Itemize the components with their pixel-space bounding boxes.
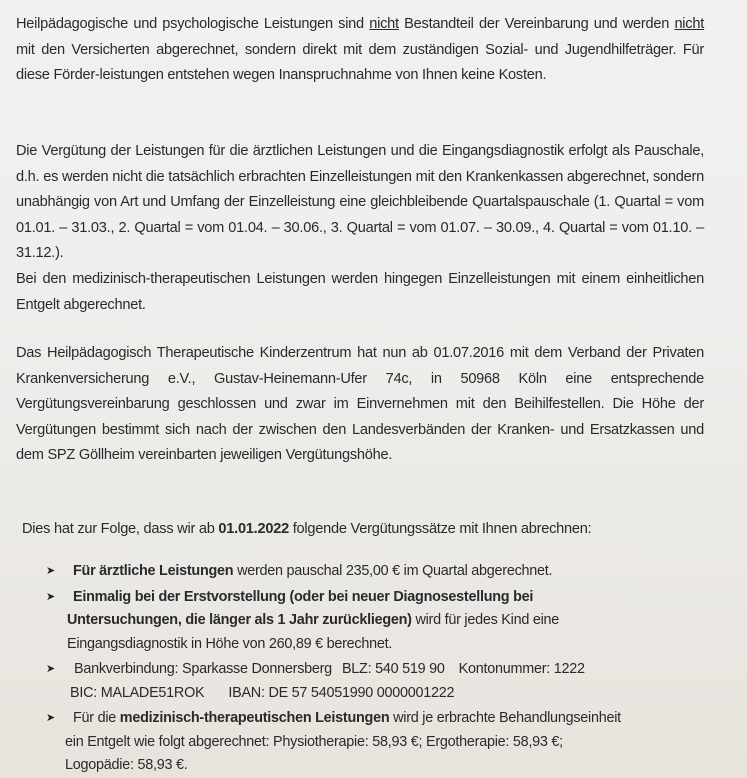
text: Dies hat zur Folge, dass wir ab xyxy=(22,521,219,537)
text: wird für jedes Kind eine xyxy=(411,612,560,628)
paragraph-intro xyxy=(16,12,704,89)
paragraph-verguetung: Die Vergütung der Leistungen für die ärztlichen Leistungen und die Eingangsdiagnostik erfolgt als Pauschale, d.h. es werden nicht die tatsächlich erbrachten Einzelleistungen mit den Krankenkassen abgerechnet, sondern unabhängig von Art und Umfang der Einzelleistung eine gleichbleibende Quartalspauschale (1. Quartal = vom 01.01. – 31.03., 2. Quartal = vom 01.04. – 30.06., 3. Quartal = vom 01.07. – 30.09., 4. Quartal = vom 01.10. – 31.12.). xyxy=(16,143,704,261)
text: Heilpädagogische und psychologische Leistungen sind xyxy=(16,16,370,32)
effective-date: 01.01.2022 xyxy=(218,521,289,537)
bold-text: Untersuchungen, die länger als 1 Jahr zurückliegen) xyxy=(67,612,412,628)
iban: IBAN: DE 57 54051990 0000001222 xyxy=(228,684,455,701)
underlined-nicht: nicht xyxy=(369,16,399,32)
text: werden pauschal 235,00 € im Quartal abgerechnet. xyxy=(233,563,553,579)
bic: BIC: MALADE51ROK xyxy=(70,684,205,701)
bold-text: medizinisch-therapeutischen Leistungen xyxy=(119,710,390,726)
text: Für die xyxy=(73,710,120,726)
list-item-eingangsdiagnostik xyxy=(0,586,747,657)
paragraph-folge xyxy=(22,517,710,543)
rates-list xyxy=(0,560,747,778)
text: Bestandteil der Vereinbarung und werden xyxy=(398,16,675,32)
text: wird je erbrachte Behandlungseinheit xyxy=(389,710,621,726)
text: mit den Versicherten abgerechnet, sondern direkt mit dem zuständigen Sozial- und Jugendhilfeträger. Für diese Förder-leistungen entstehen wegen Inanspruchnahme von Ihnen keine Kosten. xyxy=(16,41,704,83)
text: Logopädie: 58,93 €. xyxy=(65,757,188,773)
arrowhead-bullet-icon: ➤ xyxy=(46,565,55,577)
bold-text: Einmalig bei der Erstvorstellung (oder bei neuer Diagnosestellung bei xyxy=(73,588,534,605)
list-item-therapie-leistungen xyxy=(0,707,747,778)
underlined-nicht: nicht xyxy=(674,16,705,32)
arrowhead-bullet-icon: ➤ xyxy=(46,590,55,603)
account-number: Kontonummer: 1222 xyxy=(458,661,585,677)
text: ein Entgelt wie folgt abgerechnet: Physiotherapie: 58,93 €; Ergotherapie: 58,93 €; xyxy=(65,733,563,750)
list-item-bankverbindung xyxy=(0,658,747,705)
paragraph-vereinbarung: Das Heilpädagogisch Therapeutische Kinderzentrum hat nun ab 01.07.2016 mit dem Verband der Privaten Krankenversicherung e.V., Gustav-Heinemann-Ufer 74c, in 50968 Köln eine entsprechende Vergütungsvereinbarung geschlossen und zwar im Einvernehmen mit den Beihilfestellen. Die Höhe der Vergütungen bestimmt sich nach der zwischen den Landesverbänden der Kranken- und Ersatzkassen und dem SPZ Göllheim vereinbarten jeweiligen Vergütungshöhe. xyxy=(16,345,704,463)
arrowhead-bullet-icon: ➤ xyxy=(46,712,55,724)
bold-text: Für ärztliche Leistungen xyxy=(73,563,234,579)
bank-name: Bankverbindung: Sparkasse Donnersberg xyxy=(74,661,332,677)
text: folgende Vergütungssätze mit Ihnen abrechnen: xyxy=(288,521,592,537)
list-item-aerztliche-leistungen xyxy=(0,560,747,584)
arrowhead-bullet-icon: ➤ xyxy=(46,663,55,675)
paragraph-einzelleistungen: Bei den medizinisch-therapeutischen Leistungen werden hingegen Einzelleistungen mit einem einheitlichen Entgelt abgerechnet. xyxy=(16,271,704,313)
text: Eingangsdiagnostik in Höhe von 260,89 € berechnet. xyxy=(67,635,393,652)
blz: BLZ: 540 519 90 xyxy=(341,661,445,677)
